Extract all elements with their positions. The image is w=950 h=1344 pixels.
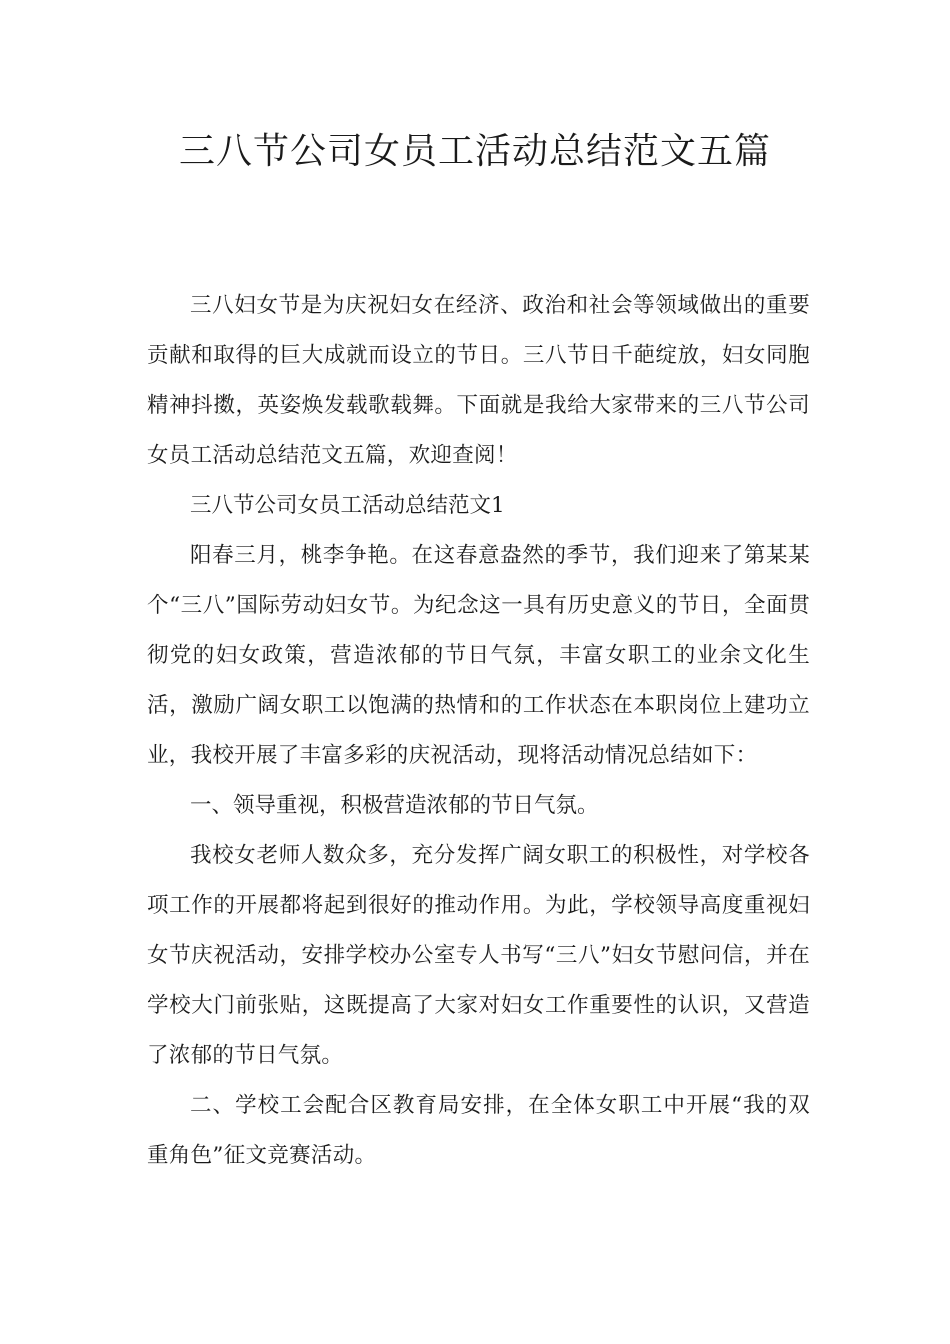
intro-paragraph: 三八妇女节是为庆祝妇女在经济、政治和社会等领域做出的重要贡献和取得的巨大成就而设立的节日。三八节日千葩绽放，妇女同胞精神抖擞，英姿焕发载歌载舞。下面就是我给大家带来的三八节公司女员工活动总结范文五篇，欢迎查阅！ <box>147 293 810 468</box>
body-paragraph-1: 阳春三月，桃李争艳。在这春意盎然的季节，我们迎来了第某某个“三八”国际劳动妇女节。为纪念这一具有历史意义的节日，全面贯彻党的妇女政策，营造浓郁的节日气氛，丰富女职工的业余文化生活，激励广阔女职工以饱满的热情和的工作状态在本职岗位上建功立业，我校开展了丰富多彩的庆祝活动，现将活动情况总结如下： <box>147 543 810 768</box>
subheading-1: 一、领导重视，积极营造浓郁的节日气氛。 <box>190 793 599 818</box>
section-heading-1: 三八节公司女员工活动总结范文1 <box>190 493 505 518</box>
body-paragraph-2: 我校女老师人数众多，充分发挥广阔女职工的积极性，对学校各项工作的开展都将起到很好的推动作用。为此，学校领导高度重视妇女节庆祝活动，安排学校办公室专人书写“三八”妇女节慰问信，并在学校大门前张贴，这既提高了大家对妇女工作重要性的认识，又营造了浓郁的节日气氛。 <box>147 843 810 1068</box>
subheading-2: 二、学校工会配合区教育局安排，在全体女职工中开展“我的双重角色”征文竞赛活动。 <box>147 1093 810 1168</box>
document-body <box>147 281 810 1181</box>
document-title: 三八节公司女员工活动总结范文五篇 <box>178 131 771 172</box>
